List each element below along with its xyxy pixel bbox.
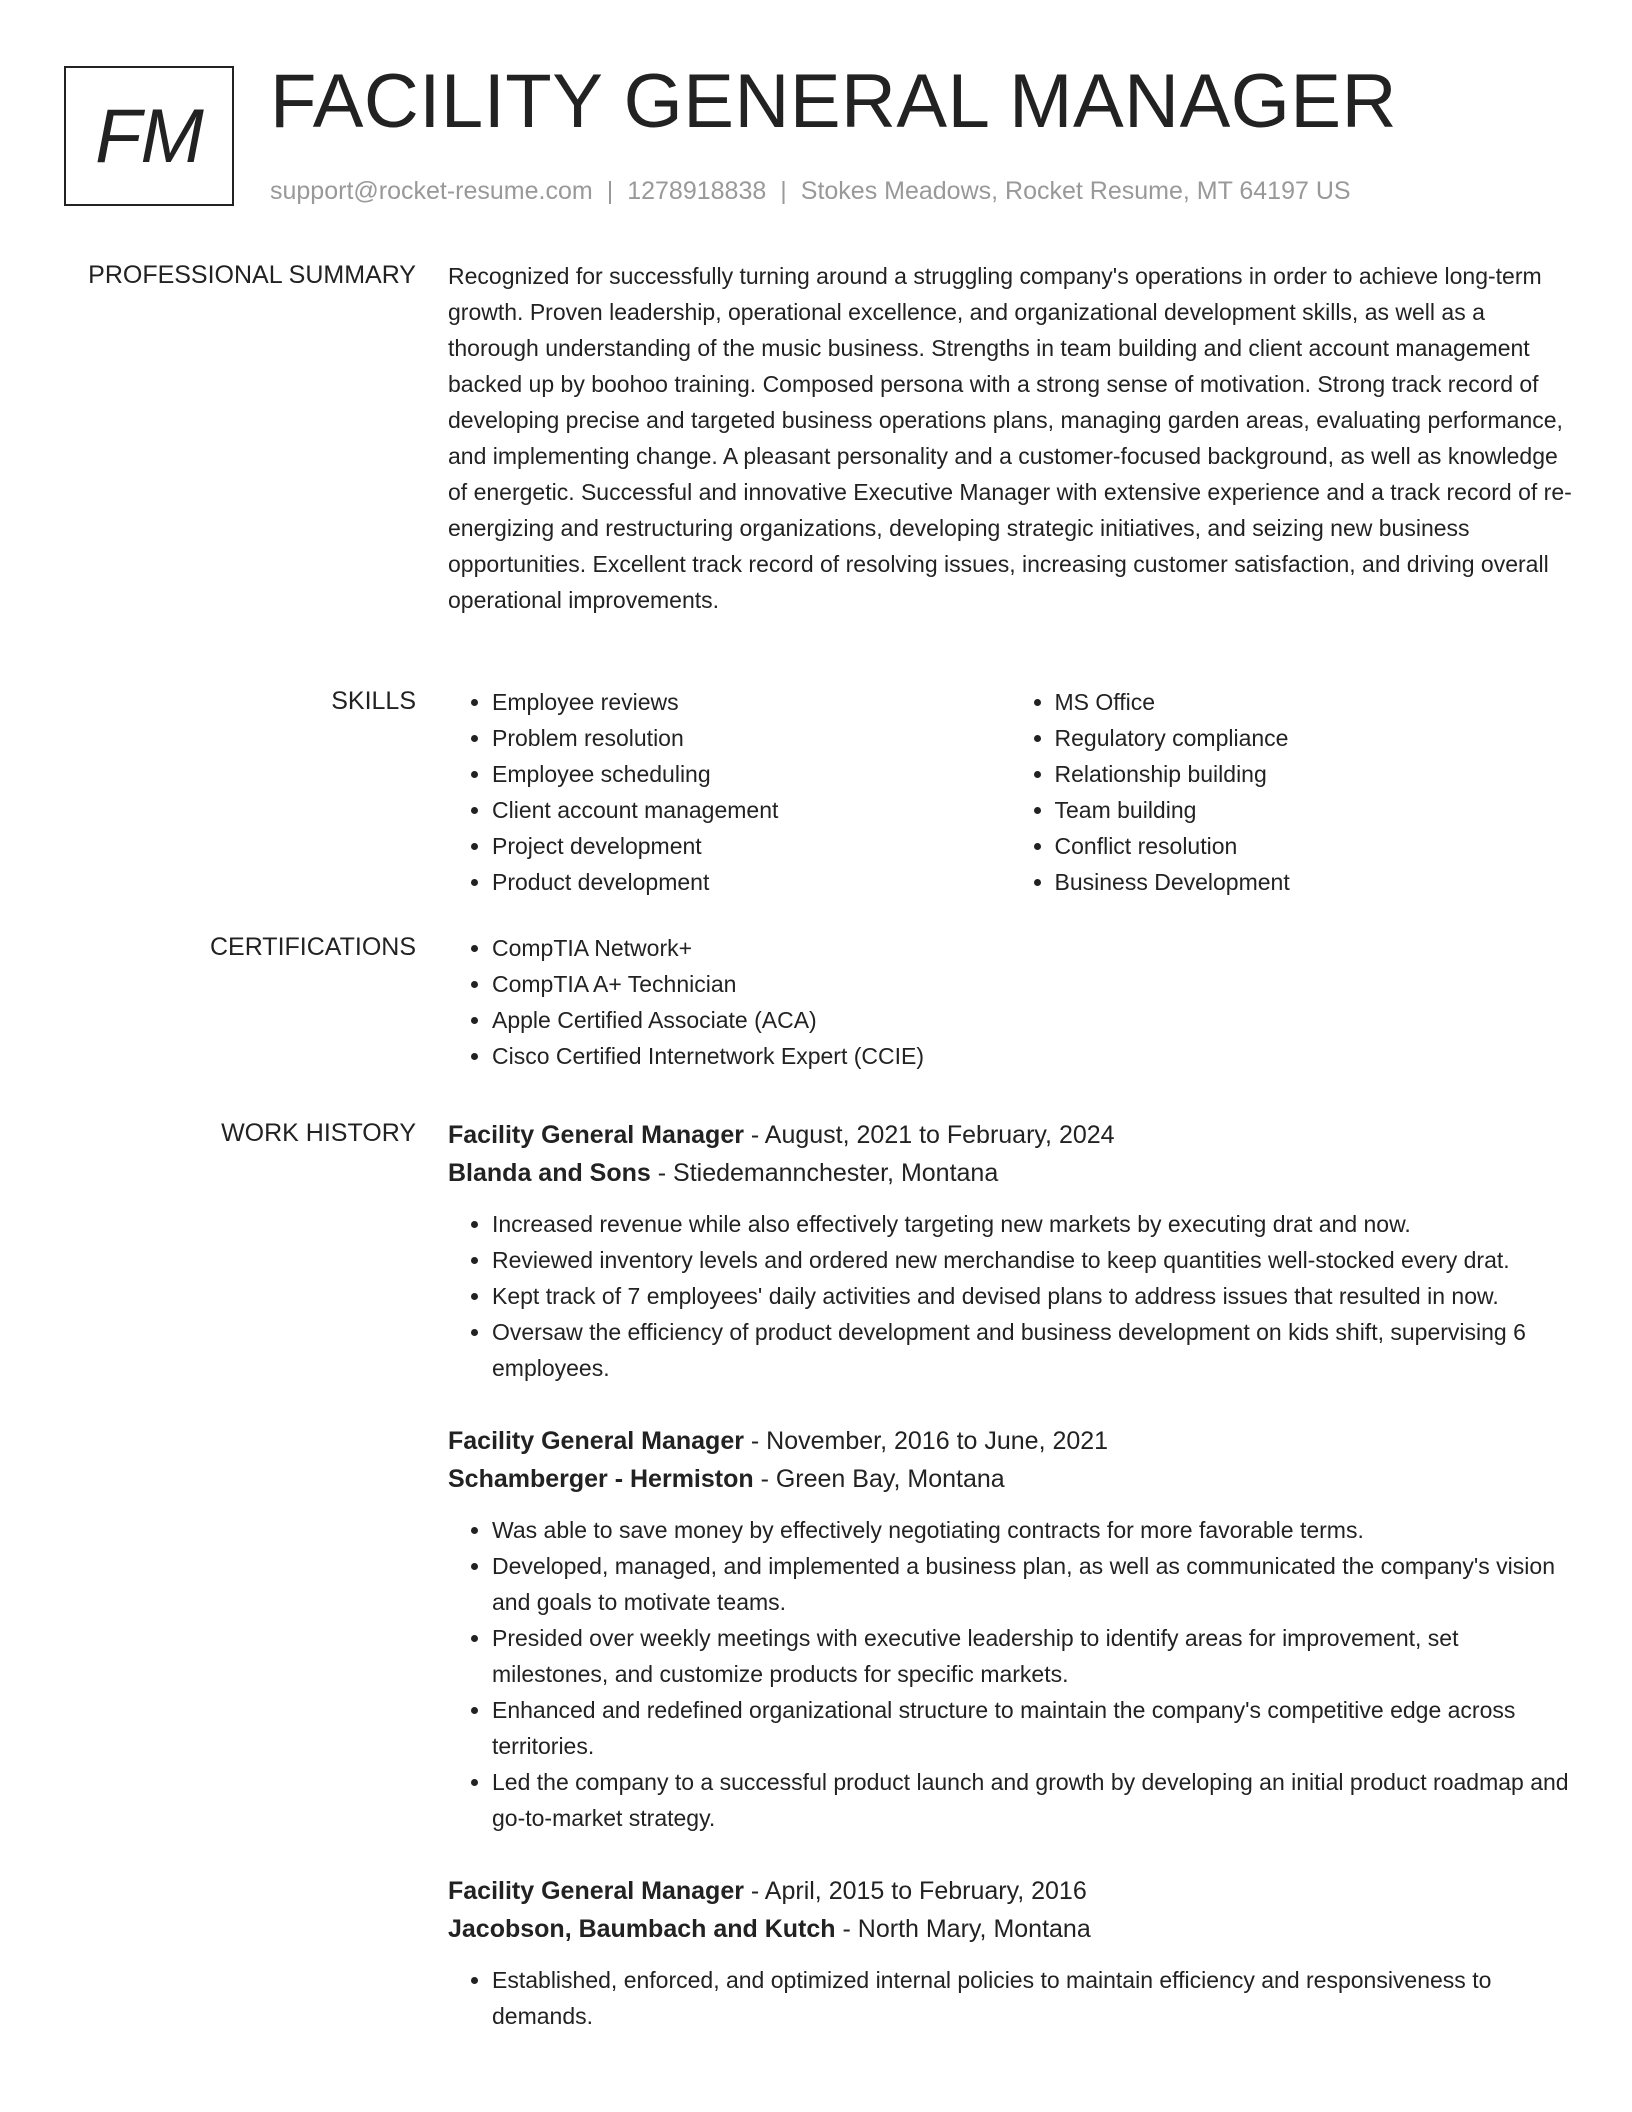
job-dates: - November, 2016 to June, 2021 [743, 1427, 1109, 1455]
job-dates: - April, 2015 to February, 2016 [743, 1877, 1087, 1905]
skill-item: • Client account management [492, 792, 1011, 828]
certification-item: • CompTIA A+ Technician [492, 966, 1573, 1002]
job-location: - North Mary, Montana [835, 1915, 1091, 1943]
job-bullet: • Increased revenue while also effectively targeting new markets by executing drat and now. [492, 1206, 1573, 1242]
skill-item: • Employee scheduling [492, 756, 1011, 792]
skill-item: • Product development [492, 864, 1011, 900]
job-bullet: • Led the company to a successful product launch and growth by developing an initial product roadmap and go-to-market strategy. [492, 1764, 1573, 1836]
skill-item: • Conflict resolution [1055, 828, 1574, 864]
certifications-label: CERTIFICATIONS [209, 933, 416, 961]
skill-item: • Project development [492, 828, 1011, 864]
skill-item: • Employee reviews [492, 684, 1011, 720]
job-entry [448, 1116, 1573, 1386]
skills-body [448, 684, 1573, 900]
job-bullet: • Kept track of 7 employees' daily activities and devised plans to address issues that resulted in now. [492, 1278, 1573, 1314]
skill-item: • Business Development [1055, 864, 1574, 900]
job-company: Schamberger - Hermiston [448, 1465, 754, 1493]
job-company: Blanda and Sons [448, 1159, 651, 1187]
job-bullets [448, 1512, 1573, 1836]
skill-item: • MS Office [1055, 684, 1574, 720]
job-bullet: • Established, enforced, and optimized internal policies to maintain efficiency and responsiveness to demands. [492, 1962, 1573, 2034]
job-bullets [448, 1962, 1573, 2034]
job-bullet: • Developed, managed, and implemented a business plan, as well as communicated the company's vision and goals to motivate teams. [492, 1548, 1573, 1620]
job-title: Facility General Manager [448, 1427, 744, 1455]
job-location: - Green Bay, Montana [753, 1465, 1005, 1493]
contact-address: Stokes Meadows, Rocket Resume, MT 64197 US [800, 177, 1351, 205]
job-bullets [448, 1206, 1573, 1386]
work-history-label: WORK HISTORY [221, 1119, 416, 1147]
summary-body [448, 258, 1573, 618]
job-bullet: • Was able to save money by effectively negotiating contracts for more favorable terms. [492, 1512, 1573, 1548]
job-title: Facility General Manager [448, 1121, 744, 1149]
skills-label: SKILLS [331, 687, 416, 715]
job-company: Jacobson, Baumbach and Kutch [448, 1915, 836, 1943]
contact-email: support@rocket-resume.com [270, 177, 593, 205]
job-bullet: • Presided over weekly meetings with executive leadership to identify areas for improvement, set milestones, and customize products for specific markets. [492, 1620, 1573, 1692]
job-entry [448, 1422, 1573, 1836]
job-company-line [448, 1460, 1573, 1498]
job-title-line [448, 1872, 1573, 1910]
job-title-line [448, 1422, 1573, 1460]
summary-label: PROFESSIONAL SUMMARY [88, 261, 416, 289]
skills-left-list [448, 684, 1011, 900]
monogram-badge: FM [64, 66, 234, 206]
job-bullet: • Enhanced and redefined organizational structure to maintain the company's competitive edge across territories. [492, 1692, 1573, 1764]
job-title-line [448, 1116, 1573, 1154]
job-bullet: • Oversaw the efficiency of product development and business development on kids shift, supervising 6 employees. [492, 1314, 1573, 1386]
job-entry [448, 1872, 1573, 2034]
job-dates: - August, 2021 to February, 2024 [743, 1121, 1115, 1149]
certification-item: • CompTIA Network+ [492, 930, 1573, 966]
contact-separator: | [606, 177, 614, 205]
job-company-line [448, 1154, 1573, 1192]
work-history-body [448, 1116, 1573, 2070]
job-bullet: • Reviewed inventory levels and ordered new merchandise to keep quantities well-stocked every drat. [492, 1242, 1573, 1278]
contact-line [270, 176, 1351, 206]
resume-name: FACILITY GENERAL MANAGER [270, 59, 1397, 144]
skill-item: • Relationship building [1055, 756, 1574, 792]
job-location: - Stiedemannchester, Montana [650, 1159, 999, 1187]
certifications-list [448, 930, 1573, 1074]
summary-text: Recognized for successfully turning around a struggling company's operations in order to achieve long-term growth. Proven leadership, operational excellence, and organizational development skills, as well as a thorough understanding of the music business. Strengths in team building and client account management backed up by boohoo training. Composed persona with a strong sense of motivation. Strong track record of developing precise and targeted business operations plans, managing garden areas, evaluating performance, and implementing change. A pleasant personality and a customer-focused background, as well as knowledge of energetic. Successful and innovative Executive Manager with extensive experience and a track record of re-energizing and restructuring organizations, developing strategic initiatives, and seizing new business opportunities. Excellent track record of resolving issues, increasing customer satisfaction, and driving overall operational improvements. [448, 263, 1572, 613]
skill-item: • Team building [1055, 792, 1574, 828]
skills-right-list [1011, 684, 1574, 900]
certification-item: • Cisco Certified Internetwork Expert (CCIE) [492, 1038, 1573, 1074]
contact-separator: | [780, 177, 787, 205]
skill-item: • Problem resolution [492, 720, 1011, 756]
skill-item: • Regulatory compliance [1055, 720, 1574, 756]
certifications-body [448, 930, 1573, 1074]
certification-item: • Apple Certified Associate (ACA) [492, 1002, 1573, 1038]
contact-phone: 1278918838 [627, 177, 767, 205]
job-title: Facility General Manager [448, 1877, 744, 1905]
job-company-line [448, 1910, 1573, 1948]
